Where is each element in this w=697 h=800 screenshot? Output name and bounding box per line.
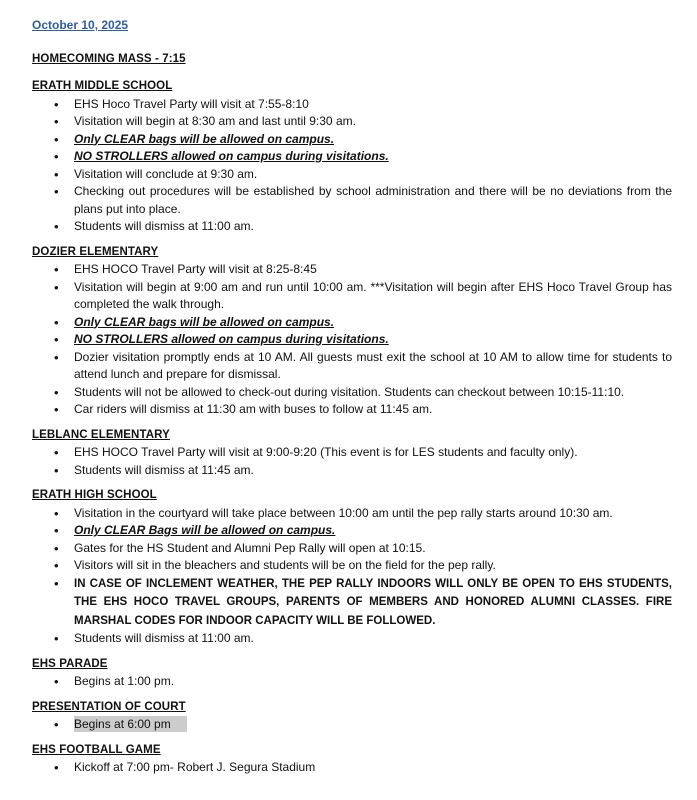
court-section [32,699,672,734]
list-item [32,148,672,166]
bullet-list [32,759,672,777]
section-heading: DOZIER ELEMENTARY [32,245,159,258]
list-item: • EHS HOCO Travel Party will visit at 9:00-9:20 (This event is for LES students and faculty only). [32,444,672,462]
parade-section [32,656,672,691]
section-heading: LEBLANC ELEMENTARY [32,428,170,441]
emphasis-text: Only CLEAR bags will be allowed on campus. [74,131,335,146]
list-item: • Dozier visitation promptly ends at 10 AM. All guests must exit the school at 10 AM to allow time for students to attend lunch and prepare for dismissal. [32,349,672,384]
list-item [32,131,672,149]
bullet-list [32,96,672,236]
list-item: • Visitation will begin at 9:00 am and run until 10:00 am. ***Visitation will begin after EHS Hoco Travel Group has completed the walk through. [32,279,672,314]
list-item [32,331,672,349]
bullet-list [32,716,672,734]
list-item: • Students will not be allowed to check-out during visitation. Students can checkout between 10:15-11:10. [32,384,672,402]
emphasis-text: NO STROLLERS allowed on campus during visitations. [74,149,389,163]
list-item [32,314,672,332]
list-item: • Students will dismiss at 11:45 am. [32,462,672,480]
list-item: • EHS Hoco Travel Party will visit at 7:55-8:10 [32,96,672,114]
football-section [32,742,672,777]
section-heading: EHS PARADE [32,657,108,670]
list-item: • Kickoff at 7:00 pm- Robert J. Segura Stadium [32,759,672,777]
list-item [32,575,672,631]
dozier-section [32,244,672,419]
section-heading: EHS FOOTBALL GAME [32,743,161,756]
list-item: • Visitation in the courtyard will take place between 10:00 am until the pep rally starts around 10:30 am. [32,505,672,523]
list-item: • Visitation will begin at 8:30 am and last until 9:30 am. [32,113,672,131]
list-item [32,522,672,540]
list-item: • Begins at 1:00 pm. [32,673,672,691]
list-item: • Gates for the HS Student and Alumni Pep Rally will open at 10:15. [32,540,672,558]
emphasis-text: NO STROLLERS allowed on campus during visitations. [74,332,389,346]
list-item: • EHS HOCO Travel Party will visit at 8:25-8:45 [32,261,672,279]
section-heading: PRESENTATION OF COURT [32,700,186,713]
list-item: • Car riders will dismiss at 11:30 am with buses to follow at 11:45 am. [32,401,672,419]
list-item: • Checking out procedures will be established by school administration and there will be no deviations from the plans put into place. [32,183,672,218]
document-page [32,17,672,785]
emphasis-text: Only CLEAR bags will be allowed on campus. [74,314,335,329]
weather-notice: IN CASE OF INCLEMENT WEATHER, THE PEP RALLY INDOORS WILL ONLY BE OPEN TO EHS STUDENTS, THE EHS HOCO TRAVEL GROUPS, PARENTS OF MEMBERS AND HONORED ALUMNI CLASSES. FIRE MARSHAL CODES FOR INDOOR CAPACITY WILL BE FOLLOWED. [74,577,672,627]
bullet-list [32,673,672,691]
list-item: • Visitation will conclude at 9:30 am. [32,166,672,184]
section-heading: ERATH HIGH SCHOOL [32,489,157,501]
mass-heading: HOMECOMING MASS - 7:15 [32,52,186,65]
bullet-list [32,505,672,648]
section-heading: ERATH MIDDLE SCHOOL [32,80,173,92]
bullet-list [32,261,672,419]
bullet-list [32,444,672,479]
list-item: • Students will dismiss at 11:00 am. [32,630,672,648]
erath-high-section [32,487,672,648]
highlighted-text: Begins at 6:00 pm [74,716,187,732]
list-item: • Visitors will sit in the bleachers and students will be on the field for the pep rally. [32,557,672,575]
list-item [32,716,672,734]
erath-middle-section [32,78,672,236]
list-item: • Students will dismiss at 11:00 am. [32,218,672,236]
emphasis-text: Only CLEAR Bags will be allowed on campus. [74,523,336,537]
document-date: October 10, 2025 [32,18,129,32]
leblanc-section [32,427,672,480]
